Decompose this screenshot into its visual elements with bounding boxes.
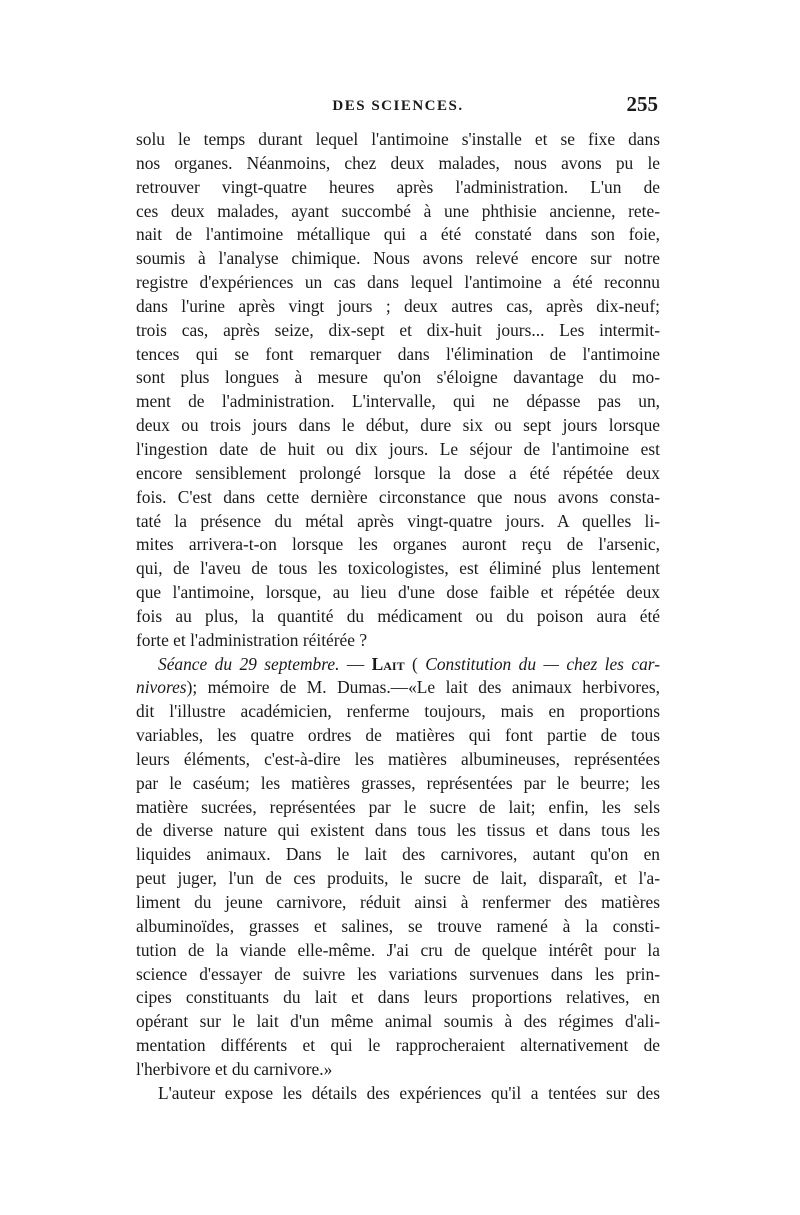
memoire-text: ); mémoire de M. Dumas.—«Le lait des animaux herbivores, (186, 677, 660, 698)
text-line: nos organes. Néanmoins, chez deux malades, nous avons pu le (136, 152, 660, 173)
text-line: que l'antimoine, lorsque, au lieu d'une dose faible et répétée deux (136, 582, 660, 603)
text-line: encore sensiblement prolongé lorsque la dose a été répétée deux (136, 462, 660, 483)
text-line: ces deux malades, ayant succombé à une phthisie ancienne, rete- (136, 200, 660, 221)
text-line: ment de l'administration. L'intervalle, qui ne dépasse pas un, (136, 391, 660, 412)
text-line: taté la présence du métal après vingt-quatre jours. A quelles li- (136, 510, 660, 531)
text-line: retrouver vingt-quatre heures après l'administration. L'un de (136, 176, 660, 197)
text-line: opérant sur le lait d'un même animal soumis à des régimes d'ali- (136, 1011, 660, 1032)
nivores-word: nivores (136, 677, 187, 698)
running-title: DES SCIENCES. (332, 98, 464, 114)
paragraph-auteur (136, 1082, 660, 1106)
text-line: qui, de l'aveu de tous les toxicologistes, est éliminé plus lentement (136, 558, 660, 579)
text-line: de diverse nature qui existent dans tous les tissus et dans tous les (136, 820, 660, 841)
text-line: nait de l'antimoine métallique qui a été constaté dans son foie, (136, 224, 660, 245)
seance-date: Séance du 29 septembre. (158, 653, 340, 674)
text-line: l'ingestion date de huit ou dix jours. Le séjour de l'antimoine est (136, 438, 660, 459)
text-line: L'auteur expose les détails des expériences qu'il a tentées sur des (158, 1082, 660, 1103)
body-text (136, 128, 660, 1106)
text-line: fois au plus, la quantité du médicament ou du poison aura été (136, 605, 660, 626)
text-line: l'herbivore et du carnivore.» (136, 1058, 333, 1079)
text-line: tences qui se font remarquer dans l'élimination de l'antimoine (136, 343, 660, 364)
lait-heading: Lait (371, 653, 405, 674)
text-line: dans l'urine après vingt jours ; deux autres cas, après dix-neuf; (136, 295, 660, 316)
text-line: forte et l'administration réitérée ? (136, 629, 368, 650)
text-line: cipes constituants du lait et dans leurs proportions relatives, en (136, 987, 660, 1008)
paren-open: ( (404, 653, 426, 674)
text-line: liment du jeune carnivore, réduit ainsi à renfermer des matières (136, 892, 660, 912)
page-number: 255 (626, 92, 658, 116)
text-line (136, 676, 660, 700)
text-line: soumis à l'analyse chimique. Nous avons relevé encore sur notre (136, 248, 660, 269)
running-head (138, 92, 658, 128)
dash: — (339, 653, 372, 674)
text-line: leurs éléments, c'est-à-dire les matières albumineuses, représentées (136, 748, 660, 769)
text-line: matière sucrées, représentées par le sucre de lait; enfin, les sels (136, 796, 660, 817)
paragraph-seance (136, 653, 660, 1082)
text-line (136, 653, 660, 677)
text-line: peut juger, l'un de ces produits, le sucre de lait, disparaît, et l'a- (136, 868, 660, 889)
text-line: par le caséum; les matières grasses, représentées par le beurre; les (136, 772, 660, 793)
text-line: liquides animaux. Dans le lait des carnivores, autant qu'on en (136, 844, 660, 865)
text-line: albuminoïdes, grasses et salines, se trouve ramené à la consti- (136, 915, 660, 936)
text-line: sont plus longues à mesure qu'on s'éloigne davantage du mo- (136, 367, 660, 388)
constitution-title: Constitution du — chez les car- (425, 653, 660, 674)
text-line: deux ou trois jours dans le début, dure six ou sept jours lorsque (136, 415, 660, 436)
text-line: solu le temps durant lequel l'antimoine s'installe et se fixe dans (136, 129, 660, 149)
text-line: variables, les quatre ordres de matières qui font partie de tous (136, 725, 660, 746)
text-line: mites arrivera-t-on lorsque les organes auront reçu de l'arsenic, (136, 534, 660, 555)
text-line: science d'essayer de suivre les variations survenues dans les prin- (136, 963, 660, 984)
paragraph-antimoine (136, 128, 660, 653)
text-line: dit l'illustre académicien, renferme toujours, mais en proportions (136, 701, 660, 722)
text-line: fois. C'est dans cette dernière circonstance que nous avons consta- (136, 486, 660, 507)
text-line: registre d'expériences un cas dans lequel l'antimoine a été reconnu (136, 272, 660, 293)
text-line: mentation différents et qui le rapprocheraient alternativement de (136, 1035, 660, 1056)
paragraph-seance-lines (136, 700, 660, 1082)
text-line: tution de la viande elle-même. J'ai cru de quelque intérêt pour la (136, 939, 660, 960)
text-line: trois cas, après seize, dix-sept et dix-huit jours... Les intermit- (136, 319, 660, 340)
